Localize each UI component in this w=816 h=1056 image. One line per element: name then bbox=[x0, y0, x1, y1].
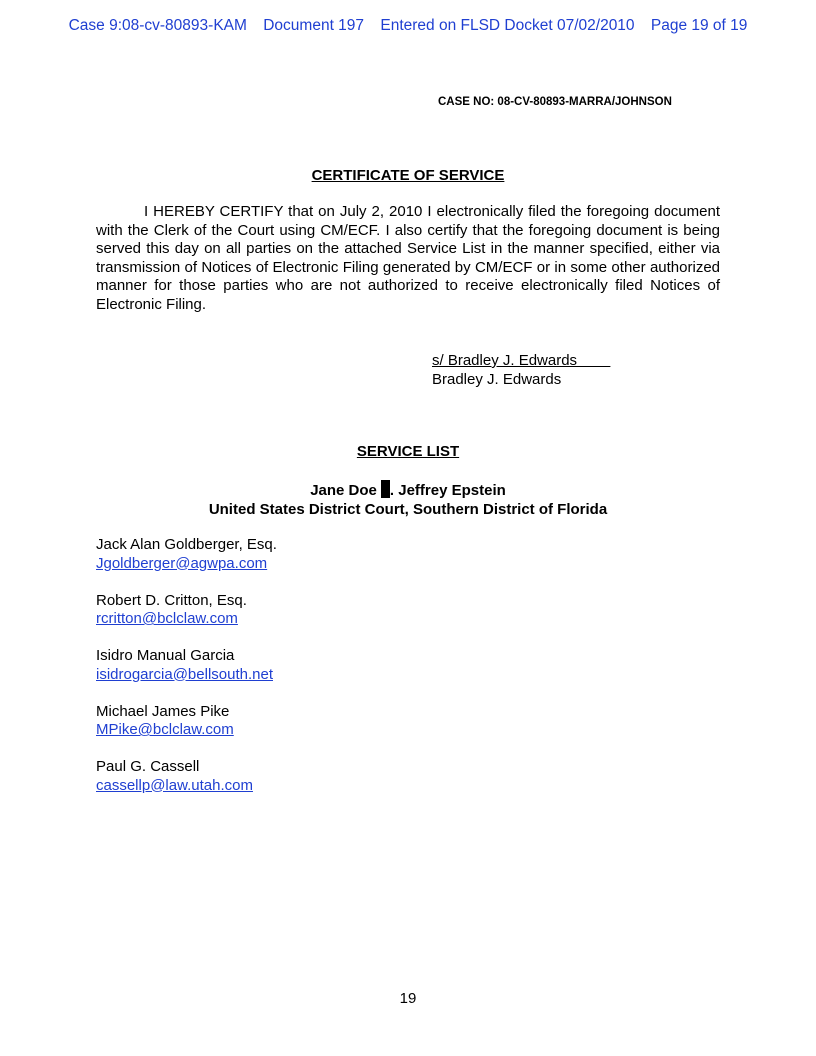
docket-case-number: Case 9:08-cv-80893-KAM bbox=[68, 17, 247, 34]
case-caption bbox=[0, 480, 816, 519]
docket-document-number: Document 197 bbox=[263, 17, 365, 34]
party-email-link[interactable]: cassellp@law.utah.com bbox=[96, 776, 253, 794]
signature-block bbox=[432, 351, 610, 389]
party-entry bbox=[96, 592, 277, 648]
plaintiff-name: Jane Doe bbox=[310, 482, 377, 499]
docket-entered-date: Entered on FLSD Docket 07/02/2010 bbox=[380, 17, 635, 34]
party-entry bbox=[96, 703, 277, 759]
electronic-signature: s/ Bradley J. Edwards bbox=[432, 352, 611, 369]
certificate-text: I HEREBY CERTIFY that on July 2, 2010 I electronically filed the foregoing document with the Clerk of the Court using CM/ECF. I also certify that the foregoing document is being served this day on all parties on the attached Service List in the manner specified, either via transmission of Notices of Electronic Filing generated by CM/ECF or in some other authorized manner for those parties who are not authorized to receive electronically filed Notices of Electronic Filing. bbox=[96, 203, 720, 313]
party-name: Robert D. Critton, Esq. bbox=[96, 591, 247, 609]
defendant-name: . Jeffrey Epstein bbox=[389, 482, 506, 499]
certificate-body bbox=[96, 203, 720, 314]
case-number: CASE NO: 08-CV-80893-MARRA/JOHNSON bbox=[438, 96, 672, 108]
docket-header bbox=[0, 17, 816, 35]
party-entry bbox=[96, 647, 277, 703]
service-list-parties bbox=[96, 536, 277, 814]
party-email-link[interactable]: rcritton@bclclaw.com bbox=[96, 610, 238, 627]
court-name: United States District Court, Southern District of Florida bbox=[208, 501, 608, 518]
page-number: 19 bbox=[399, 990, 417, 1007]
party-email-link[interactable]: MPike@bclclaw.com bbox=[96, 721, 234, 738]
party-name: Jack Alan Goldberger, Esq. bbox=[96, 536, 277, 553]
service-list-title: SERVICE LIST bbox=[356, 443, 460, 460]
signer-name: Bradley J. Edwards bbox=[432, 371, 562, 388]
party-entry bbox=[96, 758, 277, 814]
party-email-link[interactable]: isidrogarcia@bellsouth.net bbox=[96, 665, 273, 683]
party-entry bbox=[96, 536, 277, 592]
certificate-title: CERTIFICATE OF SERVICE bbox=[311, 167, 505, 184]
case-parties bbox=[0, 480, 816, 500]
party-name: Isidro Manual Garcia bbox=[96, 647, 235, 664]
docket-page-indicator: Page 19 of 19 bbox=[650, 17, 748, 34]
party-email-link[interactable]: Jgoldberger@agwpa.com bbox=[96, 554, 268, 572]
party-name: Michael James Pike bbox=[96, 702, 230, 720]
party-name: Paul G. Cassell bbox=[96, 758, 200, 775]
redaction-block bbox=[381, 480, 390, 498]
